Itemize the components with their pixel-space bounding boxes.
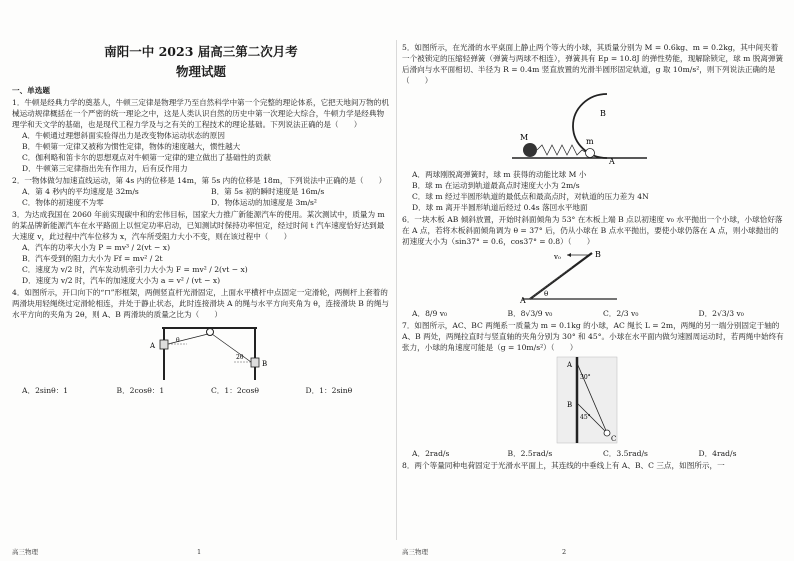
label-a: A — [567, 361, 573, 369]
question-5 — [402, 42, 784, 213]
option-d: D．球 m 离开半圆形轨道后经过 0.4s 落回水平地面 — [412, 203, 588, 212]
option-a: A．第 4 秒内的平均速度是 32m/s — [22, 186, 139, 196]
page-footer-subject: 高三物理 — [12, 547, 38, 556]
incline-diagram — [402, 247, 784, 305]
question-stem: 1．牛顿是经典力学的奠基人，牛顿三定律是物理学乃至自然科学中第一个完整的理论体系，它把天地间万物的机械运动规律概括在一个严密的统一理论之中，这是人类认识自然的历史中第一次理论大综合，牛顿力学是经典物理学和天文学的基础，也是现代工程力学及与之有关的工程技术的理论基础。下列说法正确的是（ ） — [12, 97, 389, 129]
question-stem: 5．如图所示，在光滑的水平桌面上静止两个等大的小球，其质量分别为 M = 0.6kg、m = 0.2kg，其中间夹着一个被锁定的压缩轻弹簧（弹簧与两球不相连），弹簧具有 Ep = 10.8J 的弹性势能，现解除锁定，球 m 脱离弹簧后滑向与水平面相切、半径为 R = 0.4m 竖直放置的光滑半圆形固定轨道，g 取 10m/s²，则下列说法正确的是（ ） — [402, 43, 784, 85]
label-big-m: M — [520, 133, 529, 142]
page-number: 1 — [197, 547, 202, 556]
option-b: B．牛顿第一定律又被称为惯性定律，物体的速度越大，惯性越大 — [22, 141, 241, 151]
option-c: C．物体的初速度不为零 — [22, 197, 104, 207]
page-number: 2 — [562, 547, 567, 556]
label-c: C — [611, 435, 617, 443]
question-stem: 3．为达成我国在 2060 年前实现碳中和的宏伟目标，国家大力推广新能源汽车的使用。某次测试中，质量为 m 的某品牌新能源汽车在水平路面上以恒定功率启动，已知测试时保持功率恒定，经过时间 t 汽车速度恰好达到最大速度 v，此过程中汽车位移为 x，汽车所受阻力大小不变，则在该过程中（ ） — [12, 209, 385, 241]
option-b: B．球 m 在运动到轨道最高点时速度大小为 2m/s — [412, 181, 580, 190]
option-c: C．3.5rad/s — [603, 449, 648, 458]
label-b: B — [567, 401, 573, 409]
section-heading: 一、单选题 — [12, 85, 50, 95]
option-a: A．两球刚脱离弹簧时，球 m 获得的动能比球 M 小 — [412, 170, 587, 179]
option-c: C．速度为 v/2 时，汽车发动机牵引力大小为 F = mv² / 2(vt − x) — [22, 264, 248, 274]
frame-pulley-diagram — [12, 320, 390, 382]
column-divider — [396, 40, 397, 540]
rotating-rope-figure — [402, 353, 784, 448]
option-b: B．第 5s 初的瞬时速度是 16m/s — [211, 186, 325, 196]
label-b: B — [600, 109, 606, 118]
option-a: A．2sinθ：1 — [22, 385, 69, 395]
incline-figure — [402, 247, 784, 308]
exam-title: 南阳一中 2023 届高三第二次月考 — [104, 44, 298, 59]
option-b: B．汽车受到的阻力大小为 Ff = mv² / 2t — [22, 253, 163, 263]
option-d: D．速度为 v/2 时，汽车的加速度大小为 a = v² / (vt − x) — [22, 275, 221, 285]
spring-track-diagram — [402, 86, 784, 166]
label-angle-45: 45° — [580, 414, 591, 421]
exam-subtitle: 物理试题 — [175, 64, 226, 80]
question-stem: 4．如图所示，开口向下的“⊓”形框架，两侧竖直杆光滑固定，上面水平横杆中点固定一定滑轮，两侧杆上套着的两滑块用轻绳绕过定滑轮相连，并处于静止状态，此时连接滑块 A 的绳与水平方向夹角为 θ，连接滑块 B 的绳与水平方向的夹角为 2θ，则 A、B 两滑块的质量之比为（ ） — [12, 287, 390, 319]
question-8 — [402, 460, 784, 471]
label-a: A — [609, 157, 615, 166]
question-6 — [402, 214, 784, 319]
option-d: D．1：2sinθ — [305, 385, 353, 395]
question-7 — [402, 320, 784, 459]
rotating-rope-diagram — [402, 353, 784, 445]
label-theta: θ — [544, 290, 549, 298]
option-d: D．4rad/s — [698, 449, 737, 458]
option-a: A．8/9 v₀ — [412, 309, 448, 318]
option-b: B．2.5rad/s — [507, 449, 553, 458]
question-3 — [12, 209, 390, 286]
option-c: C．伽利略和笛卡尔的思想观点对牛顿第一定律的建立做出了基础性的贡献 — [22, 152, 271, 162]
option-d: D．2√3/3 v₀ — [698, 309, 744, 318]
option-b: B．8√3/9 v₀ — [507, 309, 553, 318]
label-a: A — [150, 341, 156, 350]
page-footer-subject: 高三物理 — [402, 547, 428, 556]
question-stem: 7．如图所示，AC、BC 两绳系一质量为 m = 0.1kg 的小球，AC 绳长 L = 2m，两绳的另一端分别固定于轴的 A、B 两处，两绳拉直时与竖直轴的夹角分别为 30° 和 45°。小球在水平面内做匀速圆周运动时，若两绳中始终有张力，小球的角速度可能是（g = 10m/s²）（ ） — [402, 321, 784, 352]
option-c: C．球 m 经过半圆形轨道的最低点和最高点时，对轨道的压力差为 4N — [412, 192, 649, 201]
option-b: B．2cosθ：1 — [116, 385, 165, 395]
option-a: A．牛顿通过理想斜面实验得出力是改变物体运动状态的原因 — [22, 130, 225, 140]
option-d: D．物体运动的加速度是 3m/s² — [211, 197, 317, 207]
spring-track-figure — [402, 86, 784, 169]
question-1 — [12, 97, 390, 174]
option-c: C．2/3 v₀ — [603, 309, 639, 318]
right-column — [402, 0, 784, 561]
question-stem: 8．两个等量同种电荷固定于光滑水平面上，其连线的中垂线上有 A、B、C 三点，如图所示，一 — [402, 461, 725, 470]
label-v0: v₀ — [554, 253, 561, 261]
option-d: D．牛顿第三定律指出先有作用力，后有反作用力 — [22, 163, 188, 173]
question-stem: 2．一物体做匀加速直线运动，第 4s 内的位移是 14m，第 5s 内的位移是 18m，下列说法中正确的是（ ） — [12, 175, 387, 185]
label-small-m: m — [586, 137, 594, 146]
label-theta: θ — [176, 336, 180, 344]
question-stem: 6．一块木板 AB 倾斜放置，开始时斜面倾角为 53° 在木板上端 B 点以初速度 v₀ 水平抛出一个小球，小球恰好落在 A 点，若将木板斜面倾角调为 θ = 37° 后，仍从小球在 B 点水平抛出，要使小球仍落在 A 点，则小球抛出的初速度大小为（sin37° = 0.6，cos37° = 0.8）（ ） — [402, 215, 783, 246]
label-a: A — [520, 296, 526, 305]
question-2 — [12, 175, 390, 208]
frame-pulley-figure — [12, 320, 390, 385]
question-4 — [12, 287, 390, 396]
label-b: B — [595, 250, 601, 259]
option-a: A．2rad/s — [412, 449, 450, 458]
left-column — [12, 0, 390, 561]
label-b: B — [262, 359, 268, 368]
option-a: A．汽车的功率大小为 P = mv³ / 2(vt − x) — [22, 242, 171, 252]
label-two-theta: 2θ — [236, 353, 244, 361]
option-c: C．1：2cosθ — [211, 385, 259, 395]
label-angle-30: 30° — [580, 374, 591, 381]
